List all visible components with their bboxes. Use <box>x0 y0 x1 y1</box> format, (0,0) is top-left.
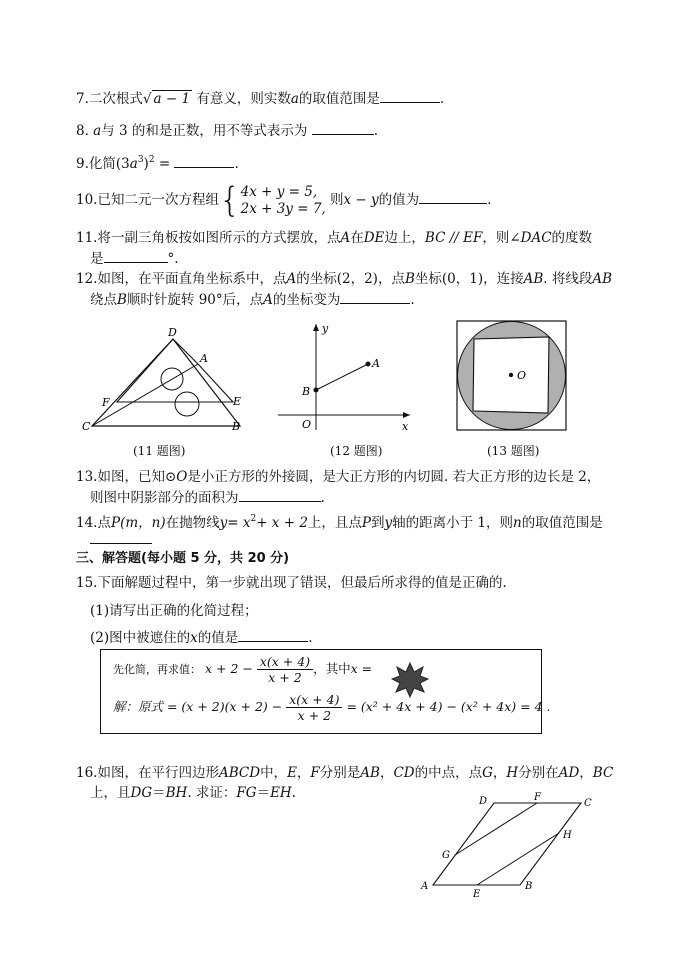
q8-var: a <box>93 123 102 139</box>
answer-blank-10[interactable] <box>419 190 487 204</box>
box-l1-fraction <box>257 654 313 685</box>
q14-eq-mid: = x <box>227 515 251 531</box>
q12-mid3: . 将线段 <box>543 271 593 287</box>
q11-line2-pre: 是 <box>90 251 104 267</box>
q9-exp2: 2 <box>148 155 155 165</box>
q16-ABCD: ABCD <box>218 765 261 781</box>
fig12-label-y: y <box>322 322 329 335</box>
q14-eq-y: y <box>219 515 228 531</box>
q14-pre: 14.点 <box>76 515 111 531</box>
q15-sub2-post: 的值是 <box>197 630 239 646</box>
q9-base: a <box>129 156 138 172</box>
q13-text: 13.如图，已知⊙ <box>76 469 177 485</box>
q16-mid3: 的中点，点 <box>414 765 483 781</box>
q9-close: ) <box>143 156 149 172</box>
q14-eq-exp: 2 <box>250 514 257 524</box>
figure-13 <box>455 319 569 433</box>
question-14-line2 <box>90 530 152 549</box>
q7-text-mid: 有意义，则实数 <box>196 91 291 107</box>
q8-end: . <box>373 123 378 139</box>
box-l1-mid: ，其中 <box>313 661 351 676</box>
answer-blank-7[interactable] <box>380 89 440 103</box>
q16-F: F <box>310 765 320 781</box>
q16-mid: 中， <box>260 765 288 781</box>
q14-mid2: 上，且点 <box>307 515 362 531</box>
q10-text-post: 的值为 <box>378 192 420 208</box>
box-l2-label: 解：原式 = (x + 2)(x + 2) − <box>113 699 283 714</box>
fig12-label-x: x <box>402 420 409 433</box>
box-l1-den: x + 2 <box>268 670 302 685</box>
figure-16 <box>415 792 605 900</box>
q11-mid: 在 <box>350 230 364 246</box>
fig11-label-C: C <box>82 420 91 433</box>
q12-B: B <box>404 271 415 287</box>
fig16-label-E: E <box>473 889 481 900</box>
answer-blank-12[interactable] <box>340 290 410 304</box>
answer-blank-11[interactable] <box>104 249 168 263</box>
q13-line2-pre: 则图中阴影部分的面积为 <box>90 490 239 506</box>
fig11-caption: (11 题图) <box>133 444 186 458</box>
q12-end: . <box>410 292 415 308</box>
fig11-label-E: E <box>233 395 242 408</box>
question-13-line1 <box>76 468 600 486</box>
q16-H: H <box>506 765 519 781</box>
fig12-label-A: A <box>372 357 380 370</box>
q16-G: G <box>482 765 493 781</box>
fig13-caption: (13 题图) <box>487 444 540 458</box>
question-7: 7.二次根式√ a − 1 有意义，则实数a的取值范围是 . <box>76 91 445 107</box>
q12-mid: 的坐标(2，2)，点 <box>296 271 405 287</box>
fig12-caption: (12 题图) <box>330 444 383 458</box>
q16-eq2: ＝ <box>256 785 271 801</box>
q16-line2-mid: . 求证： <box>187 785 237 801</box>
q11-mid3: ，则∠ <box>482 230 521 246</box>
q14-eq-post: + x + 2 <box>256 515 308 531</box>
q15-sub1: (1)请写出正确的化简过程； <box>90 603 258 619</box>
fig16-label-A: A <box>421 881 429 892</box>
q9-exp: 3 <box>137 155 144 165</box>
question-15-stem <box>76 574 507 592</box>
fig11-triangle-small <box>117 339 233 402</box>
q14-y2: y <box>384 515 393 531</box>
box-l1-var: x = <box>350 661 373 676</box>
fig16-label-C: C <box>584 798 592 809</box>
question-14 <box>76 510 603 532</box>
question-15-sub1 <box>90 602 258 620</box>
q16-comma3: ， <box>492 765 507 781</box>
q7-text: 7.二次根式 <box>76 91 143 107</box>
answer-blank-15[interactable] <box>238 628 308 642</box>
q10-end: . <box>487 192 492 208</box>
fig11-line-ca <box>92 364 198 426</box>
q11-parallel: BC // EF <box>424 230 483 246</box>
fig16-segment-fg <box>455 803 537 855</box>
fig13-center-point <box>509 373 513 377</box>
fig12-y-arrow <box>313 324 319 331</box>
fig12-point-A <box>366 362 371 367</box>
q10-text: 10.已知二元一次方程组 <box>76 192 219 208</box>
q7-radicand: a − 1 <box>153 91 191 107</box>
box-l2-num: x(x + 4) <box>286 692 342 708</box>
q16-comma4: ， <box>579 765 593 781</box>
q11-DAC: DAC <box>520 230 552 246</box>
q13-post: 是小正方形的外接圆，是大正方形的内切圆. 若大正方形的边长是 2， <box>187 469 601 485</box>
q11-A: A <box>340 230 351 246</box>
box-l1-label: 先化简，再求值： <box>113 663 201 676</box>
q8-text: 与 3 的和是正数，用不等式表示为 <box>101 123 308 139</box>
fig16-segment-eh <box>477 833 559 885</box>
q16-FG: FG <box>236 785 257 801</box>
fig16-label-B: B <box>525 881 533 892</box>
answer-blank-14[interactable] <box>90 530 152 544</box>
box-line-1 <box>113 654 372 685</box>
q13-O: O <box>176 469 188 485</box>
q10-system <box>241 184 326 218</box>
q11-DE: DE <box>363 230 385 246</box>
q10-eq1: 4x + y = 5, <box>240 183 318 200</box>
fig13-label-O: O <box>517 369 527 382</box>
q7-end: . <box>439 91 445 107</box>
fig16-label-F: F <box>534 792 541 803</box>
q12-A: A <box>286 271 297 287</box>
q16-DG: DG <box>130 785 153 801</box>
q16-eq1: ＝ <box>152 785 166 801</box>
q16-E: E <box>287 765 297 781</box>
q15-stem: 15.下面解题过程中，第一步就出现了错误，但最后所求得的值是正确的. <box>76 575 507 591</box>
fig11-label-D: D <box>168 326 177 339</box>
question-8: 8. a与 3 的和是正数，用不等式表示为 . <box>76 123 378 139</box>
box-l1-expr: x + 2 − <box>204 661 253 676</box>
box-l2-den: x + 2 <box>297 708 332 723</box>
box-l1-num: x(x + 4) <box>257 654 313 670</box>
q10-expr: x − y <box>343 192 379 208</box>
q14-coord: (m，n) <box>120 515 166 531</box>
q14-post: 的取值范围是 <box>521 515 603 531</box>
q11-text: 11.将一副三角板按如图所示的方式摆放，点 <box>76 230 341 246</box>
q14-P: P <box>110 515 121 531</box>
q16-BH: BH <box>165 785 188 801</box>
q16-EH: EH <box>270 785 292 801</box>
fig12-label-O: O <box>302 418 312 431</box>
fig16-label-H: H <box>563 830 572 841</box>
q12-line2-mid: 顺时针旋转 90°后，点 <box>126 292 264 308</box>
fig16-parallelogram <box>433 803 581 885</box>
q12-mid2: 坐标(0，1)，连接 <box>414 271 524 287</box>
question-16-line1 <box>76 764 613 782</box>
q7-var: a <box>290 91 299 107</box>
q12-line2-pre: 绕点 <box>90 292 117 308</box>
answer-blank-9[interactable] <box>174 154 234 168</box>
box-l2-post: = (x² + 4x + 4) − (x² + 4x) = 4 . <box>346 699 551 714</box>
q10-brace: { <box>218 180 241 221</box>
q14-n: n <box>513 515 522 531</box>
fig12-x-arrow <box>403 412 410 418</box>
question-13-line2 <box>90 488 325 507</box>
q16-AD: AD <box>558 765 580 781</box>
q16-comma2: ， <box>379 765 394 781</box>
q12-A2: A <box>263 292 273 308</box>
q16-mid2: 分别是 <box>319 765 361 781</box>
solution-box <box>100 649 551 734</box>
figure-12 <box>274 320 414 434</box>
answer-blank-13[interactable] <box>239 488 321 502</box>
fig11-label-A: A <box>200 352 208 365</box>
q16-comma1: ， <box>296 765 311 781</box>
question-12-line1 <box>76 270 612 288</box>
q12-AB2: AB <box>592 271 613 287</box>
q11-line2-post: °. <box>167 251 179 267</box>
q14-mid3: 到 <box>371 515 385 531</box>
fig11-circle-2 <box>175 392 199 416</box>
question-12-line2 <box>90 290 415 309</box>
q14-mid: 在抛物线 <box>165 515 220 531</box>
question-9 <box>76 151 239 173</box>
section-3-title-text: 三、解答题(每小题 5 分，共 20 分) <box>76 551 290 566</box>
fig11-label-F: F <box>102 396 110 409</box>
q15-sub2-var: x <box>190 630 198 646</box>
q16-mid4: 分别在 <box>518 765 559 781</box>
q16-line2-pre: 上，且 <box>90 785 131 801</box>
q16-AB: AB <box>360 765 380 781</box>
section-3-title <box>76 550 289 568</box>
q10-eq2: 2x + 3y = 7, <box>240 200 326 217</box>
q9-end: . <box>234 156 239 172</box>
question-11-line2 <box>90 249 179 268</box>
q14-P2: P <box>361 515 371 531</box>
question-15-sub2 <box>90 628 313 647</box>
fig11-label-B: B <box>232 420 241 433</box>
answer-blank-8[interactable] <box>312 121 374 135</box>
box-l2-fraction <box>286 692 342 723</box>
question-11-line1 <box>76 229 592 247</box>
q7-text-post: 的取值范围是 <box>298 91 380 107</box>
box-line-2 <box>113 692 550 723</box>
fig12-point-B <box>314 388 319 393</box>
q13-end: . <box>320 490 325 506</box>
fig12-label-B: B <box>302 385 311 398</box>
q9-text: 9.化简(3 <box>76 156 130 172</box>
question-10 <box>76 180 492 221</box>
q14-mid4: 轴的距离小于 1，则 <box>392 515 514 531</box>
q16-end: . <box>291 785 296 801</box>
fig16-label-G: G <box>442 850 450 861</box>
q9-eq: = <box>158 156 171 172</box>
q16-BC: BC <box>592 765 614 781</box>
q12-text: 12.如图，在平面直角坐标系中，点 <box>76 271 287 287</box>
q12-line2-post: 的坐标变为 <box>272 292 341 308</box>
fig16-label-D: D <box>479 796 488 807</box>
q12-AB: AB <box>523 271 544 287</box>
figure-11 <box>80 322 260 434</box>
q10-text-mid: 则 <box>330 192 344 208</box>
q11-post: 的度数 <box>551 230 593 246</box>
q15-sub2-pre: (2)图中被遮住的 <box>90 630 191 646</box>
q15-end: . <box>308 630 313 646</box>
q16-pre: 16.如图，在平行四边形 <box>76 765 219 781</box>
question-16-line2 <box>90 784 296 802</box>
q11-mid2: 边上， <box>384 230 425 246</box>
q16-CD: CD <box>393 765 415 781</box>
fig12-segment-ab <box>316 364 368 390</box>
q12-B2: B <box>117 292 127 308</box>
